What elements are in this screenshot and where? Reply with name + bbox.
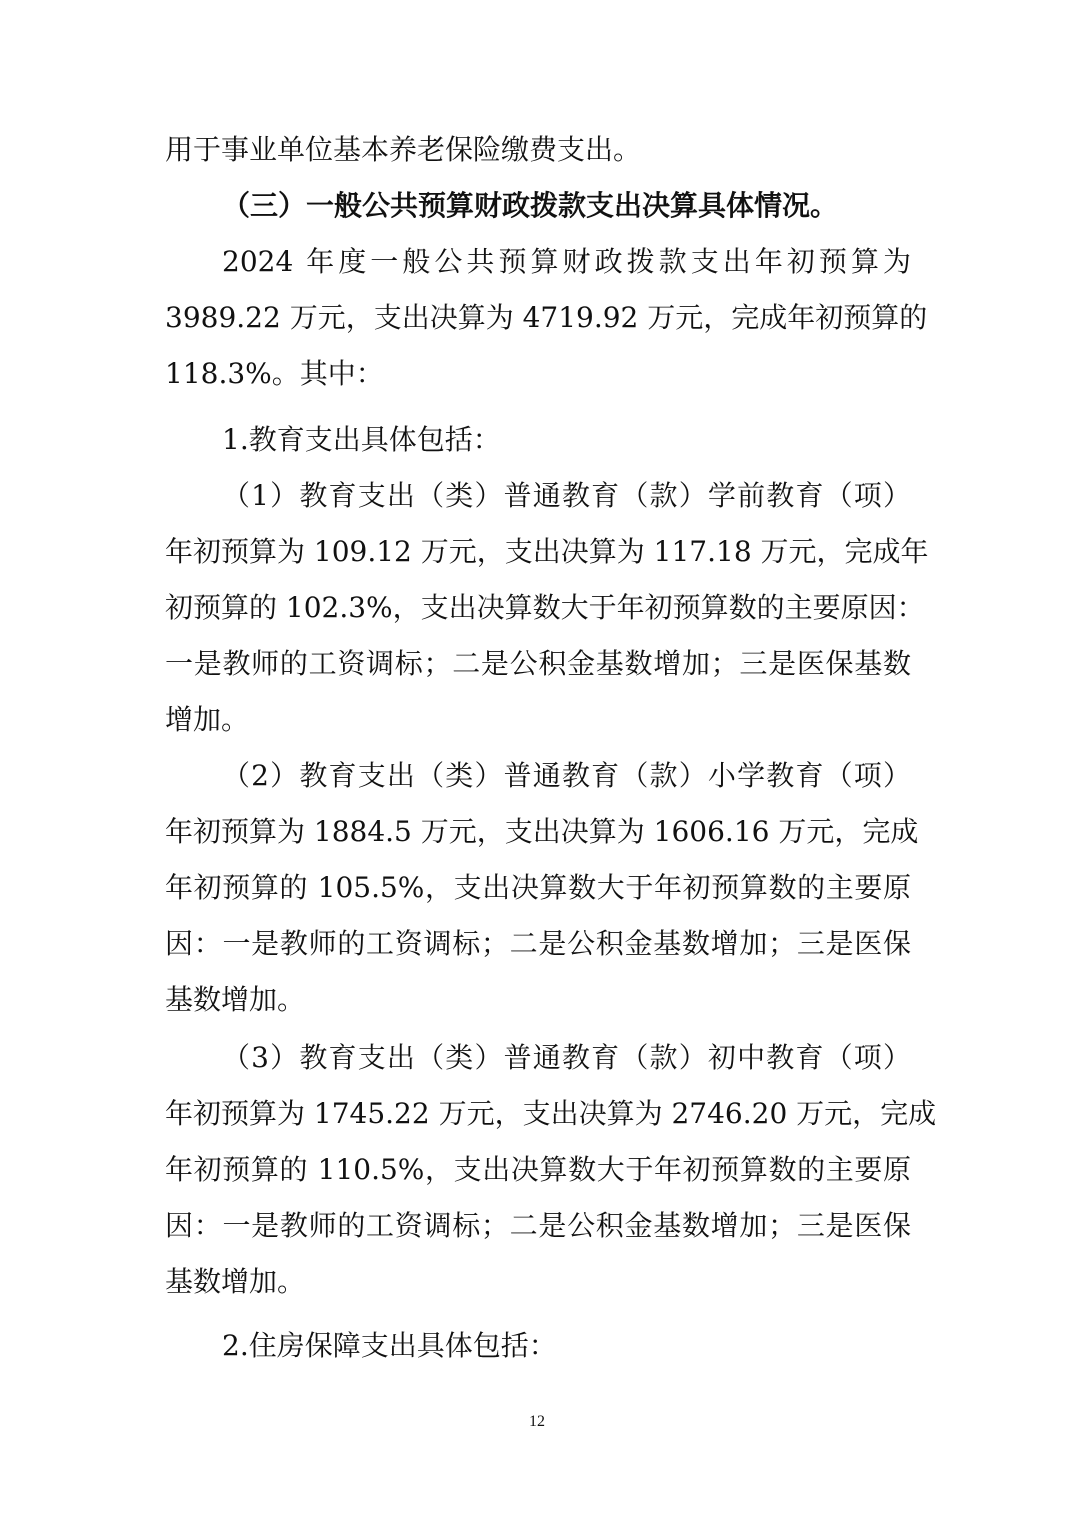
item-heading: （3）教育支出（类）普通教育（款）初中教育（项） xyxy=(222,1041,911,1074)
paragraph-line: 年初预算的 105.5%，支出决算数大于年初预算数的主要原 xyxy=(165,871,911,904)
item-heading: （2）教育支出（类）普通教育（款）小学教育（项） xyxy=(222,759,911,792)
page-number: 12 xyxy=(529,1413,545,1430)
paragraph-line: 年初预算为 1884.5 万元，支出决算为 1606.16 万元，完成 xyxy=(165,815,919,848)
paragraph-line: 初预算的 102.3%，支出决算数大于年初预算数的主要原因： xyxy=(165,591,925,624)
paragraph-line: 因：一是教师的工资调标；二是公积金基数增加；三是医保 xyxy=(165,927,911,960)
item-heading: （1）教育支出（类）普通教育（款）学前教育（项） xyxy=(222,479,911,512)
paragraph-line: 一是教师的工资调标；二是公积金基数增加；三是医保基数 xyxy=(165,647,911,680)
paragraph-line: 用于事业单位基本养老保险缴费支出。 xyxy=(165,133,642,166)
paragraph-line: 基数增加。 xyxy=(165,1265,306,1298)
paragraph-line: 基数增加。 xyxy=(165,983,306,1016)
paragraph-line: 3989.22 万元，支出决算为 4719.92 万元，完成年初预算的 xyxy=(165,301,928,334)
subsection-heading: 1.教育支出具体包括： xyxy=(222,423,501,456)
paragraph-line: 2024 年度一般公共预算财政拨款支出年初预算为 xyxy=(222,245,911,278)
section-heading: （三）一般公共预算财政拨款支出决算具体情况。 xyxy=(222,189,839,222)
paragraph-line: 年初预算为 109.12 万元，支出决算为 117.18 万元，完成年 xyxy=(165,535,929,568)
subsection-heading: 2.住房保障支出具体包括： xyxy=(222,1329,557,1362)
paragraph-line: 年初预算的 110.5%，支出决算数大于年初预算数的主要原 xyxy=(165,1153,911,1186)
paragraph-line: 118.3%。其中： xyxy=(165,357,384,390)
paragraph-line: 增加。 xyxy=(165,703,250,736)
paragraph-line: 因：一是教师的工资调标；二是公积金基数增加；三是医保 xyxy=(165,1209,911,1242)
paragraph-line: 年初预算为 1745.22 万元，支出决算为 2746.20 万元，完成 xyxy=(165,1097,937,1130)
